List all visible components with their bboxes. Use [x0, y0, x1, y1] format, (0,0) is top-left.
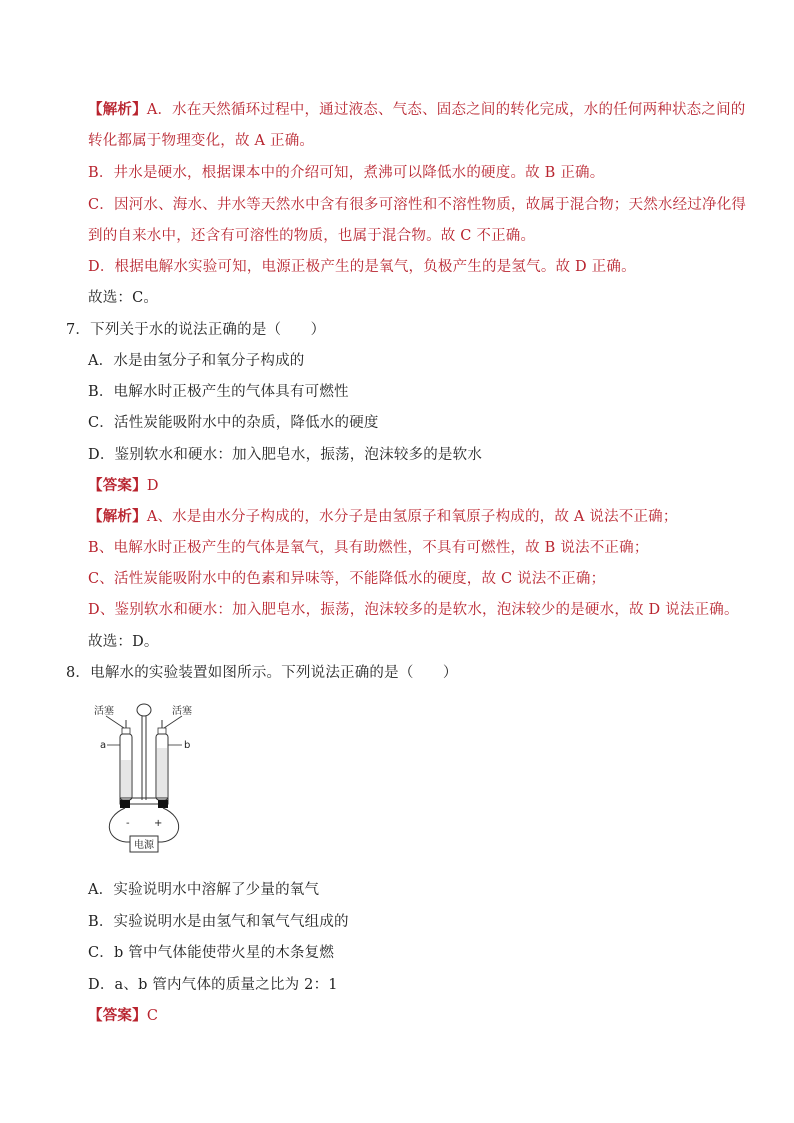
q8-option-a: A．实验说明水中溶解了少量的氧气 [88, 882, 320, 898]
q8-answer [88, 1006, 158, 1026]
q7-stem: 7．下列关于水的说法正确的是（ ） [66, 322, 326, 338]
analysis6-line1 [88, 100, 745, 120]
analysis-tag: 【解析】 [88, 508, 147, 525]
right-valve-pointer [164, 716, 182, 728]
q7-choice: 故选：D。 [88, 634, 159, 650]
answer-value: D [146, 478, 159, 494]
tube-a-water [121, 760, 131, 798]
q7-option-a: A．水是由氢分子和氧分子构成的 [88, 353, 305, 369]
plus-label: + [154, 818, 163, 829]
q7-analysis-line3: C、活性炭能吸附水中的色素和异味等，不能降低水的硬度，故 C 说法不正确； [88, 571, 606, 587]
analysis6-line-d: D．根据电解水实验可知，电源正极产生的是氧气，负极产生的是氢气。故 D 正确。 [88, 259, 636, 275]
funnel-bulb [137, 704, 151, 716]
tube-b-water [157, 748, 167, 798]
answer-tag: 【答案】 [88, 477, 147, 494]
analysis6-line-c2: 到的自来水中，还含有可溶性的物质，也属于混合物。故 C 不正确。 [88, 228, 536, 244]
q8-option-b: B．实验说明水是由氢气和氧气气组成的 [88, 914, 349, 930]
q7-option-b: B．电解水时正极产生的气体具有可燃性 [88, 384, 349, 400]
analysis6-line1b: 转化都属于物理变化，故 A 正确。 [88, 133, 315, 149]
right-valve [158, 728, 166, 734]
q8-option-c: C．b 管中气体能使带火星的木条复燃 [88, 945, 335, 961]
left-valve [122, 728, 130, 734]
electrode-left [120, 800, 130, 808]
power-supply-label: 电源 [134, 840, 154, 851]
analysis6-choice: 故选：C。 [88, 290, 159, 306]
tube-b-label: b [184, 740, 191, 751]
answer-value: C [146, 1008, 159, 1024]
q7-analysis-line1 [88, 507, 678, 527]
q7-answer [88, 476, 159, 496]
analysis-tag: 【解析】 [88, 101, 147, 118]
electrolysis-apparatus-diagram [92, 700, 212, 860]
analysis6-line-c1: C．因河水、海水、井水等天然水中含有很多可溶性和不溶性物质，故属于混合物；天然水经过净化得 [88, 197, 747, 213]
q8-stem: 8．电解水的实验装置如图所示。下列说法正确的是（ ） [66, 665, 458, 681]
left-valve-pointer [106, 716, 124, 728]
left-valve-label: 活塞 [94, 706, 114, 717]
q8-option-d: D．a、b 管内气体的质量之比为 2：1 [88, 977, 338, 993]
minus-label: - [126, 818, 130, 829]
q7-analysis-line2: B、电解水时正极产生的气体是氧气，具有助燃性，不具有可燃性，故 B 说法不正确； [88, 540, 649, 556]
analysis-text: A、水是由水分子构成的，水分子是由氢原子和氧原子构成的，故 A 说法不正确； [146, 509, 678, 525]
tube-a-label: a [100, 740, 107, 751]
answer-tag: 【答案】 [88, 1007, 147, 1024]
q7-option-d: D．鉴别软水和硬水：加入肥皂水，振荡，泡沫较多的是软水 [88, 447, 483, 463]
q7-option-c: C．活性炭能吸附水中的杂质，降低水的硬度 [88, 415, 379, 431]
analysis-text: A．水在天然循环过程中，通过液态、气态、固态之间的转化完成，水的任何两种状态之间的 [146, 102, 746, 118]
q7-analysis-line4: D、鉴别软水和硬水：加入肥皂水，振荡，泡沫较多的是软水，泡沫较少的是硬水，故 D 说法正确。 [88, 602, 739, 618]
analysis6-line-b: B．井水是硬水，根据课本中的介绍可知，煮沸可以降低水的硬度。故 B 正确。 [88, 165, 605, 181]
right-valve-label: 活塞 [172, 706, 192, 717]
electrode-right [158, 800, 168, 808]
